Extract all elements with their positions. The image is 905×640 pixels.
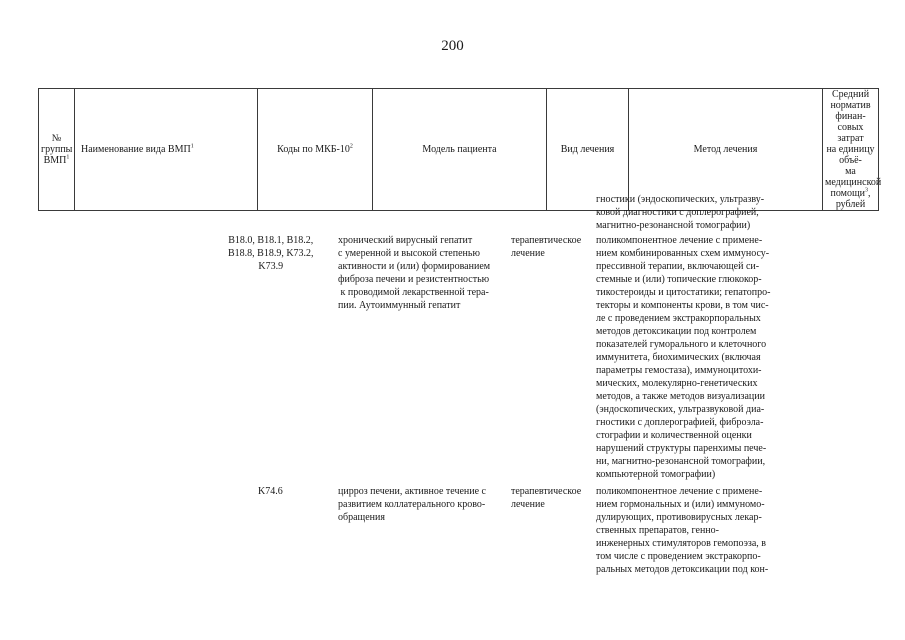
row-1-treatment-type: терапевтическое лечение	[511, 235, 582, 259]
group-no-line1: №	[51, 133, 62, 144]
column-header-name	[75, 89, 258, 211]
method-header-text: Метод лечения	[693, 144, 758, 155]
cost-line2: норматив финан-	[830, 100, 871, 122]
group-no-line2: группы	[41, 144, 73, 155]
footnote-mark-1b: 1	[190, 143, 194, 150]
footnote-mark-2: 2	[349, 143, 353, 150]
column-header-codes	[258, 89, 373, 211]
continuation-method: гностики (эндоскопических, ультразву- ковой диагностики с доплерографией, магнитно-резонансной томографии)	[596, 194, 765, 231]
cost-line5: ма медицинской	[825, 166, 882, 188]
codes-header-text: Коды по МКБ-10	[277, 144, 350, 155]
row-1-model: хронический вирусный гепатит с умеренной и высокой степенью активности и (или) формированием фиброза печени и резистентностью к проводимой лекарственной тера- пии. Аутоиммунный гепатит	[338, 235, 491, 311]
cost-line4: на единицу объё-	[826, 144, 875, 166]
name-header-text: Наименование вида ВМП	[81, 144, 191, 155]
group-no-line3: ВМП	[43, 155, 67, 166]
row-2-treatment-type: терапевтическое лечение	[511, 486, 582, 510]
row-2-codes: K74.6	[258, 486, 283, 497]
cost-line1: Средний	[831, 89, 870, 100]
column-header-model	[373, 89, 547, 211]
row-1-method: поликомпонентное лечение с примене- нием комбинированных схем иммуносу- прессивной терапии, включающей си- стемные и (или) топические глюкокор- тикостероиды и цитостатики; гепатопро- текторы и компоненты крови, в том чис- ле с проведением экстракорпоральных методов детоксикации под контролем показателей гуморального и клеточного иммунитета, биохимических (включая параметры гемостаза), иммуноцитохи- мических, молекулярно-генетических методов, а также методов визуализации (эндоскопических, ультразвуковой диа- гностики с доплерографией, фиброэла- стографии и количественной оценки нарушений структуры паренхимы пече- ни, магнитно-резонансной томографии, компьютерной томографии)	[596, 235, 771, 480]
model-header-text: Модель пациента	[422, 144, 497, 155]
row-2-method: поликомпонентное лечение с примене- нием гормональных и (или) иммуномо- дулирующих, противовирусных лекар- ственных препаратов, генно- инженерных стимуляторов гемопоэза, в том числе с проведением экстракорпо- ральных методов детоксикации под кон-	[596, 486, 769, 575]
footnote-mark-3: 3	[865, 187, 869, 194]
cost-line6a: помощи	[830, 188, 866, 199]
column-header-group-no	[39, 89, 75, 211]
page-number: 200	[441, 38, 464, 54]
footnote-mark-1: 1	[66, 154, 70, 161]
treatment-type-header-text: Вид лечения	[560, 144, 615, 155]
column-header-cost	[823, 89, 882, 211]
row-1-codes: B18.0, B18.1, B18.2, B18.8, B18.9, K73.2, K73.9	[228, 235, 314, 272]
cost-line6b: , рублей	[835, 188, 871, 210]
cost-line3: совых затрат	[837, 122, 864, 144]
row-2-model: цирроз печени, активное течение с развитием коллатерального крово- обращения	[338, 486, 486, 523]
